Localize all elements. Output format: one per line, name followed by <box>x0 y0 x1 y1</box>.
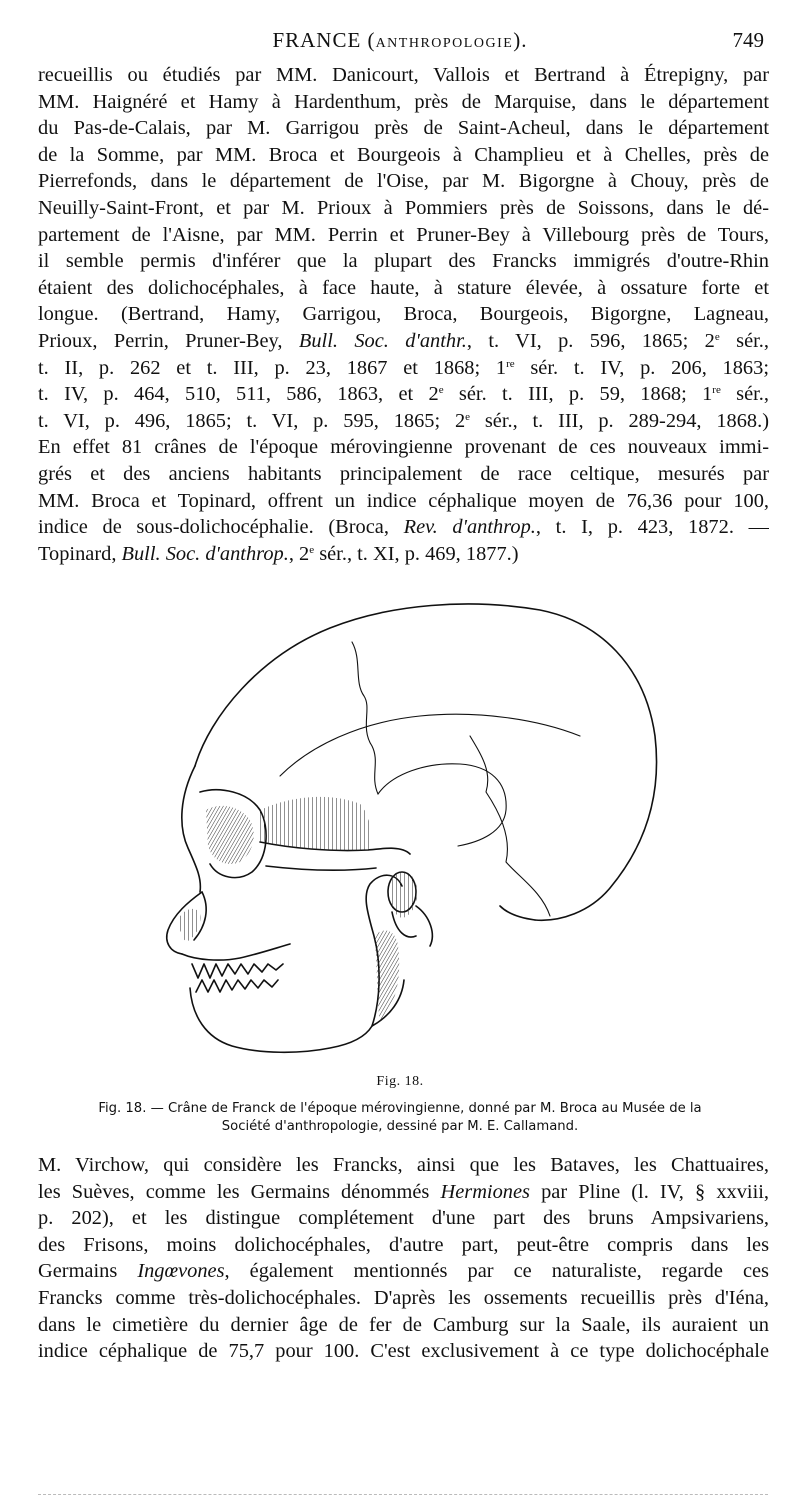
forehead-outline <box>182 766 201 892</box>
text-line: de la Somme, par MM. Broca et Bourgeois à Champlieu et à Chelles, près de <box>38 143 769 166</box>
text-line: Prioux, Perrin, Pruner-Bey, Bull. Soc. d'anthr., t. VI, p. 596, 1865; 2e sér., <box>38 329 769 352</box>
text-line: indice céphalique de 75,7 pour 100. C'est exclusivement à ce type dolichocéphale <box>38 1340 769 1363</box>
text-line: des Frisons, moins dolichocéphales, d'autre part, peut-être compris dans les <box>38 1233 769 1256</box>
text-line: Germains Ingœvones, également mentionnés par ce naturaliste, regarde ces <box>38 1260 769 1283</box>
title-main: FRANCE ( <box>272 28 376 52</box>
text-line: étaient des dolichocéphales, à face haute, à stature élevée, à ossature forte et <box>38 276 769 299</box>
jaw-shading <box>374 931 399 1022</box>
cranium-outline <box>195 604 657 920</box>
text-line: MM. Haignéré et Hamy à Hardenthum, près de Marquise, dans le département <box>38 90 769 113</box>
temporal-fossa-shading <box>260 797 370 851</box>
text-line: partement de l'Aisne, par MM. Perrin et Pruner-Bey à Villebourg près de Tours, <box>38 223 769 246</box>
orbit-shading <box>206 806 254 864</box>
squamosal-suture <box>378 764 506 846</box>
page-number: 749 <box>732 28 764 52</box>
text-line: t. IV, p. 464, 510, 511, 586, 1863, et 2e sér. t. III, p. 59, 1868; 1re sér., <box>38 383 769 406</box>
running-title <box>0 28 800 53</box>
mandible-outline <box>190 875 402 1052</box>
text-line: grés et des anciens habitants principalement de race celtique, mesurés par <box>38 462 769 485</box>
upper-teeth <box>192 964 283 978</box>
text-line: du Pas-de-Calais, par M. Garrigou près de Saint-Acheul, dans le département <box>38 117 769 140</box>
ear-shading <box>389 872 417 918</box>
title-small-caps: ANTHROPOLOGIE <box>375 36 514 51</box>
lower-teeth <box>196 980 278 992</box>
text-line: MM. Broca et Topinard, offrent un indice céphalique moyen de 76,36 pour 100, <box>38 489 769 512</box>
caption-line: Société d'anthropologie, dessiné par M. E. Callamand. <box>221 1119 579 1134</box>
footer-rule <box>38 1494 768 1495</box>
caption-line: Fig. 18. — Crâne de Franck de l'époque mérovingienne, donné par M. Broca au Musée de la <box>98 1101 702 1116</box>
skull-illustration <box>140 596 680 1071</box>
paragraph-1 <box>38 62 769 567</box>
text-line: M. Virchow, qui considère les Francks, ainsi que les Bataves, les Chattuaires, <box>38 1154 769 1176</box>
skull-drawing <box>140 596 680 1071</box>
running-header <box>0 28 800 58</box>
text-line: recueillis ou étudiés par MM. Danicourt, Vallois et Bertrand à Étrepigny, par <box>38 64 769 86</box>
text-line: t. II, p. 262 et t. III, p. 23, 1867 et 1868; 1re sér. t. IV, p. 206, 1863; <box>38 356 769 379</box>
text-line: Francks comme très-dolichocéphales. D'après les ossements recueillis près d'Iéna, <box>38 1286 769 1309</box>
lambdoid-suture <box>470 736 550 916</box>
figure-label: Fig. 18. <box>376 1074 424 1089</box>
text-line: Neuilly-Saint-Front, et par M. Prioux à Pommiers près de Soissons, dans le dé- <box>38 196 769 219</box>
coronal-suture <box>352 642 378 794</box>
text-line: indice de sous-dolichocéphalie. (Broca, Rev. d'anthrop., t. I, p. 423, 1872. — <box>38 516 769 539</box>
upper-jaw <box>182 944 290 960</box>
text-line: les Suèves, comme les Germains dénommés Hermiones par Pline (l. IV, § xxviii, <box>38 1180 769 1203</box>
figure-caption <box>40 1100 760 1136</box>
temporal-line <box>280 714 580 776</box>
text-line: p. 202), et les distingue complétement d'une part des bruns Ampsivariens, <box>38 1207 769 1230</box>
text-line: t. VI, p. 496, 1865; t. VI, p. 595, 1865; 2e sér., t. III, p. 289-294, 1868.) <box>38 409 769 432</box>
text-line: longue. (Bertrand, Hamy, Garrigou, Broca, Bourgeois, Bigorgne, Lagneau, <box>38 303 769 326</box>
text-line: Topinard, Bull. Soc. d'anthrop., 2e sér., t. XI, p. 469, 1877.) <box>38 542 519 565</box>
text-line: il semble permis d'inférer que la plupart des Francks immigrés d'outre-Rhin <box>38 250 769 273</box>
paragraph-2 <box>38 1152 769 1365</box>
text-line: dans le cimetière du dernier âge de fer de Camburg sur la Saale, ils auraient un <box>38 1313 769 1336</box>
text-line: Pierrefonds, dans le département de l'Oise, par M. Bigorgne à Chouy, près de <box>38 170 769 193</box>
text-line: En effet 81 crânes de l'époque mérovingienne provenant de ces nouveaux immi- <box>38 436 769 459</box>
title-end: ). <box>513 28 528 52</box>
